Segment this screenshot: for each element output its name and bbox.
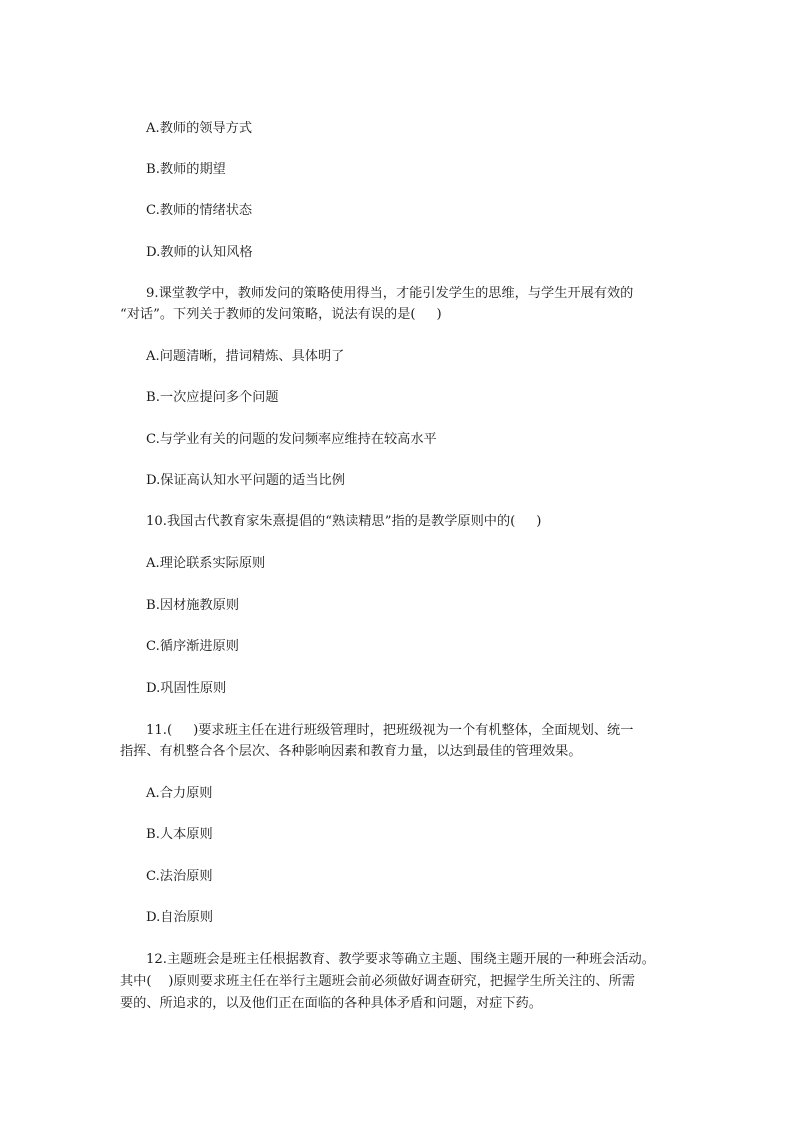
q10-option-d: D.巩固性原则 bbox=[146, 681, 227, 696]
q8-option-a: A.教师的领导方式 bbox=[146, 121, 253, 136]
q9-stem-line2: “对话”。下列关于教师的发问策略，说法有误的是( ) bbox=[120, 307, 442, 322]
q8-option-b: B.教师的期望 bbox=[146, 162, 226, 177]
q11-option-c: C.法治原则 bbox=[146, 869, 213, 884]
q10-option-b: B.因材施教原则 bbox=[146, 598, 240, 613]
q11-stem-line1: 11.( )要求班主任在进行班级管理时，把班级视为一个有机整体，全面规划、统一 bbox=[146, 723, 634, 738]
q11-stem-line2: 指挥、有机整合各个层次、各种影响因素和教育力量，以达到最佳的管理效果。 bbox=[120, 744, 582, 759]
q8-option-c: C.教师的情绪状态 bbox=[146, 203, 253, 218]
q10-option-a: A.理论联系实际原则 bbox=[146, 556, 266, 571]
q11-option-a: A.合力原则 bbox=[146, 786, 213, 801]
q12-stem-line3: 要的、所追求的，以及他们正在面临的各种具体矛盾和问题，对症下药。 bbox=[120, 996, 542, 1011]
q9-option-a: A.问题清晰，措词精炼、具体明了 bbox=[146, 349, 345, 364]
q11-option-b: B.人本原则 bbox=[146, 827, 213, 842]
q12-stem-line1: 12.主题班会是班主任根据教育、教学要求等确立主题、围绕主题开展的一种班会活动。 bbox=[146, 952, 655, 967]
q12-stem-line2: 其中( )原则要求班主任在举行主题班会前必须做好调查研究，把握学生所关注的、所需 bbox=[120, 974, 635, 989]
q10-option-c: C.循序渐进原则 bbox=[146, 639, 239, 654]
q11-option-d: D.自治原则 bbox=[146, 910, 214, 925]
q8-option-d: D.教师的认知风格 bbox=[146, 245, 253, 260]
q10-stem: 10.我国古代教育家朱熹提倡的“熟读精思”指的是教学原则中的( ) bbox=[146, 514, 542, 529]
q9-stem-line1: 9.课堂教学中，教师发问的策略使用得当，才能引发学生的思维，与学生开展有效的 bbox=[146, 286, 634, 301]
q9-option-d: D.保证高认知水平问题的适当比例 bbox=[146, 473, 345, 488]
q9-option-b: B.一次应提问多个问题 bbox=[146, 390, 279, 405]
q9-option-c: C.与学业有关的问题的发问频率应维持在较高水平 bbox=[146, 432, 437, 447]
